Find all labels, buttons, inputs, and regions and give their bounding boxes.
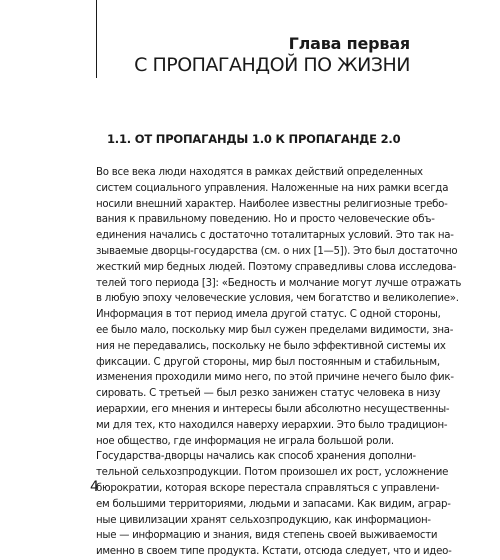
text-line: систем социального управления. Наложенные на них рамки всегда (96, 182, 449, 194)
text-line: зываемые дворцы-государства (см. о них [1—5]). Это был достаточно (96, 245, 458, 257)
text-line: ные — информацию и знания, видя степень своей выживаемости (96, 530, 438, 542)
text-line: Во все века люди находятся в рамках действий определенных (96, 167, 423, 178)
decorative-vertical-rule (96, 0, 97, 78)
text-line: именно в своем типе продукта. Кстати, отсюда следует, что и идео- (96, 546, 452, 558)
text-line: иерархии, его мнения и интересы были абсолютно несущественны- (96, 403, 450, 415)
body-text (96, 165, 462, 560)
text-line: вания к правильному поведению. Но и просто человеческие объ- (96, 214, 435, 226)
text-line: ми для тех, кто находился наверху иерархии. Это было традицион- (96, 419, 448, 431)
text-line: тельной сельхозпродукции. Потом произошел их рост, усложнение (96, 467, 449, 479)
text-line: ем большими территориями, людьми и запасами. Как видим, аграр- (96, 498, 451, 510)
text-line: Информация в тот период имела другой статус. С одной стороны, (96, 309, 441, 321)
text-line: сировать. С третьей — был резко занижен статус человека в низу (96, 388, 441, 400)
text-line: фиксации. С другой стороны, мир был постоянным и стабильным, (96, 356, 440, 368)
text-line: телей того периода [3]: «Бедность и молчание могут лучше отражать (96, 277, 462, 289)
text-line: бюрократии, которая вскоре перестала справляться с управлени- (96, 482, 440, 494)
text-line: жесткий мир бедных людей. Поэтому справедливы слова исследова- (96, 261, 457, 273)
text-line: ее было мало, поскольку мир был сужен пределами видимости, зна- (96, 324, 454, 336)
chapter-title: С ПРОПАГАНДОЙ ПО ЖИЗНИ (134, 54, 410, 76)
text-line: Государства-дворцы начались как способ хранения дополни- (96, 451, 416, 463)
text-line: ные цивилизации хранят сельхозпродукцию, как информацион- (96, 514, 431, 526)
text-line: носили внешний характер. Наиболее известны религиозные требо- (96, 198, 448, 210)
page-number: 4 (90, 479, 99, 495)
section-heading: 1.1. ОТ ПРОПАГАНДЫ 1.0 К ПРОПАГАНДЕ 2.0 (107, 132, 401, 146)
chapter-label: Глава первая (288, 34, 410, 53)
text-line: ния не передавались, поскольку не было эффективной системы их (96, 340, 446, 352)
text-line: единения начались с достаточно тоталитарных условий. Это так на- (96, 230, 454, 242)
text-line: ное общество, где информация не играла большой роли. (96, 435, 394, 447)
text-line: в любую эпоху человеческие условия, чем богатство и великолепие». (96, 293, 459, 305)
text-line: изменения проходили мимо него, по этой причине нечего было фик- (96, 372, 454, 384)
